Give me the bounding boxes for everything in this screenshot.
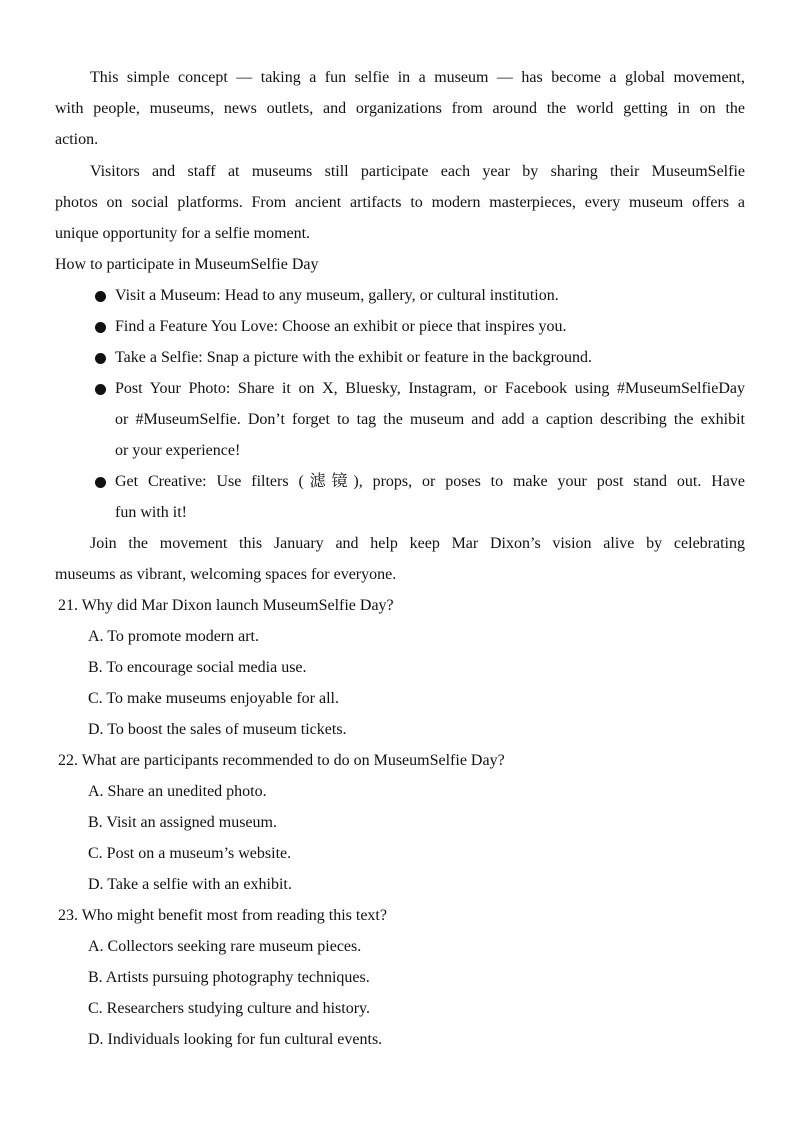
question-21-option-d: D. To boost the sales of museum tickets.: [88, 721, 347, 738]
question-21-stem: 21. Why did Mar Dixon launch MuseumSelfie Day?: [58, 597, 394, 614]
closing-line-1: Join the movement this January and help keep Mar Dixon’s vision alive by celebrating: [90, 535, 745, 552]
intro-p1-line-3: action.: [55, 131, 99, 148]
question-23-option-c: C. Researchers studying culture and history.: [88, 1000, 371, 1017]
bullet-dot-icon: [95, 477, 106, 488]
question-21-option-c: C. To make museums enjoyable for all.: [88, 690, 339, 707]
question-23-option-d: D. Individuals looking for fun cultural events.: [88, 1031, 383, 1048]
closing-line-2: museums as vibrant, welcoming spaces for everyone.: [55, 566, 397, 583]
bullet-1-line-1: Visit a Museum: Head to any museum, gallery, or cultural institution.: [115, 287, 559, 304]
question-22-option-a: A. Share an unedited photo.: [88, 783, 267, 800]
bullet-4-line-3: or your experience!: [115, 442, 241, 459]
bullet-2-line-1: Find a Feature You Love: Choose an exhibit or piece that inspires you.: [115, 318, 567, 335]
bullet-dot-icon: [95, 322, 106, 333]
bullet-dot-icon: [95, 384, 106, 395]
bullet-5-line-2: fun with it!: [115, 504, 187, 521]
bullet-dot-icon: [95, 291, 106, 302]
bullet-4-line-1: Post Your Photo: Share it on X, Bluesky, Instagram, or Facebook using #MuseumSelfieDay: [115, 380, 745, 397]
question-22-stem: 22. What are participants recommended to do on MuseumSelfie Day?: [58, 752, 505, 769]
bullet-5-line-1: Get Creative: Use filters (滤镜), props, or poses to make your post stand out. Have: [115, 473, 745, 490]
question-22-option-d: D. Take a selfie with an exhibit.: [88, 876, 292, 893]
intro-p1-line-2: with people, museums, news outlets, and organizations from around the world getting in on the: [55, 100, 745, 117]
question-23-option-a: A. Collectors seeking rare museum pieces.: [88, 938, 362, 955]
intro-p1-line-1: This simple concept — taking a fun selfie in a museum — has become a global movement,: [90, 69, 745, 86]
question-23-option-b: B. Artists pursuing photography techniques.: [88, 969, 370, 986]
intro-p2-line-2: photos on social platforms. From ancient artifacts to modern masterpieces, every museum offers a: [55, 194, 745, 211]
question-21-option-a: A. To promote modern art.: [88, 628, 259, 645]
question-22-option-b: B. Visit an assigned museum.: [88, 814, 277, 831]
question-22-option-c: C. Post on a museum’s website.: [88, 845, 292, 862]
bullet-3-line-1: Take a Selfie: Snap a picture with the exhibit or feature in the background.: [115, 349, 592, 366]
bullet-dot-icon: [95, 353, 106, 364]
how-to-heading: How to participate in MuseumSelfie Day: [55, 256, 319, 273]
intro-p2-line-3: unique opportunity for a selfie moment.: [55, 225, 311, 242]
bullet-4-line-2: or #MuseumSelfie. Don’t forget to tag the museum and add a caption describing the exhibit: [115, 411, 745, 428]
question-23-stem: 23. Who might benefit most from reading this text?: [58, 907, 387, 924]
intro-p2-line-1: Visitors and staff at museums still participate each year by sharing their MuseumSelfie: [90, 163, 745, 180]
question-21-option-b: B. To encourage social media use.: [88, 659, 307, 676]
